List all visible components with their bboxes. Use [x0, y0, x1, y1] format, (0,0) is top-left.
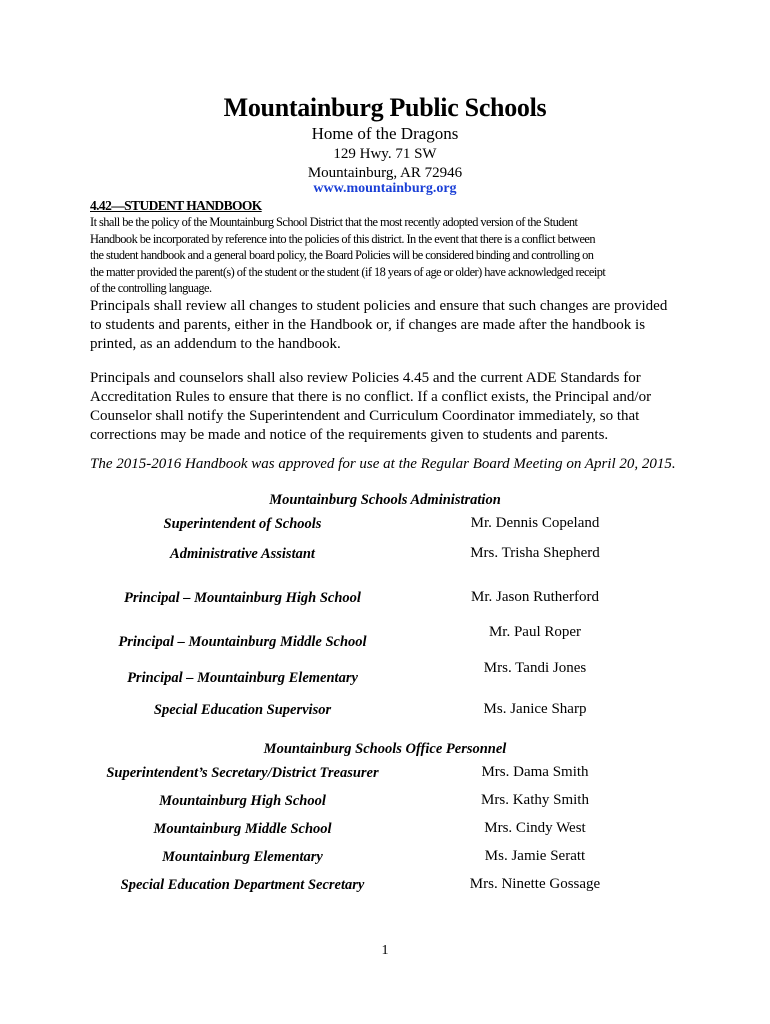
policy-intro-line: the student handbook and a general board policy, the Board Policies will be considered binding and controlling on [90, 248, 594, 263]
page-title: Mountainburg Public Schools [223, 93, 547, 122]
paragraph-line: to students and parents, either in the Handbook or, if changes are made after the handbook is [90, 317, 646, 333]
admin-role: Principal – Mountainburg Elementary [127, 670, 358, 686]
admin-name: Mr. Jason Rutherford [471, 589, 599, 605]
policy-paragraph-review [90, 297, 690, 354]
admin-role: Superintendent of Schools [163, 516, 322, 532]
admin-name: Mrs. Tandi Jones [483, 660, 587, 676]
page-number: 1 [381, 943, 389, 958]
admin-role: Principal – Mountainburg Middle School [118, 634, 367, 650]
website-link[interactable]: www.mountainburg.org [313, 181, 457, 196]
paragraph-line: Accreditation Rules to ensure that there is no conflict. If a conflict exists, the Principal and/or [90, 389, 652, 405]
policy-paragraph-counselors [90, 369, 690, 445]
office-personnel-heading: Mountainburg Schools Office Personnel [263, 741, 507, 757]
office-name: Mrs. Ninette Gossage [469, 876, 601, 892]
office-name: Ms. Jamie Seratt [484, 848, 586, 864]
policy-heading: 4.42—STUDENT HANDBOOK [90, 198, 262, 213]
office-role: Mountainburg Middle School [153, 821, 332, 837]
policy-intro [90, 214, 690, 297]
admin-name: Mrs. Trisha Shepherd [470, 545, 600, 561]
address-city: Mountainburg, AR 72946 [307, 165, 463, 181]
office-role: Special Education Department Secretary [120, 877, 365, 893]
office-role: Mountainburg Elementary [162, 849, 323, 865]
office-name: Mrs. Dama Smith [481, 764, 589, 780]
policy-intro-line: of the controlling language. [90, 281, 212, 296]
admin-name: Mr. Dennis Copeland [470, 515, 600, 531]
paragraph-line: Principals shall review all changes to student policies and ensure that such changes are provided [90, 298, 668, 314]
paragraph-line: Counselor shall notify the Superintendent and Curriculum Coordinator immediately, so that [90, 408, 640, 424]
admin-name: Ms. Janice Sharp [483, 701, 587, 717]
admin-name: Mr. Paul Roper [488, 624, 582, 640]
office-role: Mountainburg High School [159, 793, 326, 809]
policy-intro-line: the matter provided the parent(s) of the student or the student (if 18 years of age or older) have acknowledged receipt [90, 264, 606, 279]
address-street: 129 Hwy. 71 SW [333, 146, 437, 162]
paragraph-line: corrections may be made and notice of the requirements given to students and parents. [90, 427, 609, 443]
admin-role: Special Education Supervisor [153, 702, 332, 718]
school-motto: Home of the Dragons [311, 124, 459, 143]
office-name: Mrs. Cindy West [484, 820, 586, 836]
admin-role: Administrative Assistant [170, 546, 315, 562]
paragraph-line: printed, as an addendum to the handbook. [90, 336, 341, 352]
approval-note: The 2015-2016 Handbook was approved for use at the Regular Board Meeting on April 20, 2015. [90, 456, 676, 472]
office-role: Superintendent’s Secretary/District Treasurer [106, 765, 379, 781]
paragraph-line: Principals and counselors shall also review Policies 4.45 and the current ADE Standards for [90, 370, 641, 386]
administration-heading: Mountainburg Schools Administration [269, 492, 501, 508]
policy-intro-line: It shall be the policy of the Mountainburg School District that the most recently adopted version of the Student [90, 215, 578, 229]
policy-intro-line: Handbook be incorporated by reference into the policies of this district. In the event that there is a conflict between [90, 231, 596, 246]
office-name: Mrs. Kathy Smith [481, 792, 589, 808]
admin-role: Principal – Mountainburg High School [124, 590, 361, 606]
